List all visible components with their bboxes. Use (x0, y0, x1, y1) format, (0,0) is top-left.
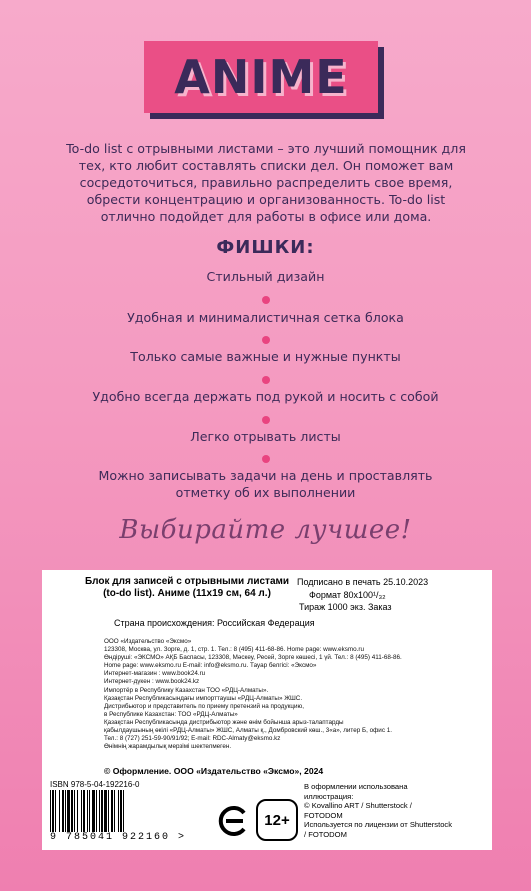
features-heading: ФИШКИ: (216, 237, 315, 258)
detail-line: Дистрибьютор и представитель по приему претензий на продукцию, (104, 702, 304, 710)
detail-line: в Республике Казахстан: ТОО «РДЦ-Алматы» (104, 710, 238, 718)
signed-date: Подписано в печать 25.10.2023 (297, 577, 429, 587)
detail-line: Тел.: 8 (727) 251-59-90/91/92; E-mail: RDC-Almaty@eksmo.kz (104, 735, 281, 743)
print-run: Тираж 1000 экз. Заказ (299, 602, 392, 612)
credit-line: © Kovallino ART / Shutterstock / (304, 801, 412, 811)
detail-line: Импортёр в Республику Казахстан ТОО «РДЦ-Алматы». (104, 686, 269, 694)
age-rating-badge: 12+ (256, 799, 298, 841)
barcode-digits: 9 785041 922160 > (50, 832, 187, 843)
detail-line: Қазақстан Республикасындағы импорттаушы «РДЦ-Алматы» ЖШС. (104, 694, 303, 702)
credit-line: / FOTODOM (304, 829, 347, 839)
illustration-credits (304, 782, 484, 840)
credit-line: иллюстрация: (304, 791, 354, 801)
intro-text: To-do list с отрывными листами – это лучший помощник для тех, кто любит составлять списки дел. Он поможет вам сосредоточиться, правильно распределить свое время, обрести концентрацию и организованность. To-do list отлично подойдет для работы в офисе или дома. (66, 141, 466, 224)
bullet-dot (262, 455, 270, 463)
bullet-dot (262, 376, 270, 384)
detail-line: Интернет-дүкен : www.book24.kz (104, 678, 200, 686)
credit-line: FOTODOM (304, 810, 343, 820)
feature-item: Удобно всегда держать под рукой и носить с собой (92, 389, 439, 404)
title-banner (144, 41, 378, 113)
page-title: ANIME (174, 50, 348, 104)
bullet-dot (262, 416, 270, 424)
format: Формат 80x100¹/₃₂ (309, 589, 386, 600)
feature-item: Удобная и минималистичная сетка блока (127, 310, 404, 325)
slogan: Выбирайте лучшее! (119, 515, 412, 545)
imprint-panel (42, 570, 492, 850)
copyright: © Оформление. ООО «Издательство «Эксмо», 2024 (104, 766, 324, 776)
eksmo-logo-icon (217, 804, 251, 838)
detail-line: Өндіруші: «ЭКСМО» АҚБ Баспасы, 123308, Мәскеу, Ресей, Зорге көшесі, 1 үй. Тел.: 8 (495) 411-68-86. (104, 654, 402, 662)
detail-line: Home page: www.eksmo.ru E-mail: info@eksmo.ru. Тауар белгісі: «Эксмо» (104, 662, 317, 670)
feature-item: Легко отрывать листы (190, 429, 341, 444)
country-of-origin: Страна происхождения: Российская Федерация (114, 618, 315, 628)
detail-line: Интернет-магазин : www.book24.ru (104, 670, 206, 678)
product-title: Блок для записей с отрывными листами (to-do list). Аниме (11x19 см, 64 л.) (84, 576, 290, 599)
credit-line: В оформлении использована (304, 782, 408, 791)
detail-line: қабылдаушының өкілі «РДЦ-Алматы» ЖШС, Алматы қ., Домбровский көш., 3«а», литер Б, офис 1. (104, 727, 392, 735)
bullet-dot (262, 336, 270, 344)
detail-line: Қазақстан Республикасында дистрибьютор және өнім бойынша арыз-талаптарды (104, 718, 344, 726)
detail-line: Өнімнің жарамдылық мерзімі шектелмеген. (104, 743, 232, 751)
barcode (50, 790, 230, 832)
isbn: ISBN 978-5-04-192216-0 (50, 780, 140, 789)
bullet-dot (262, 296, 270, 304)
detail-line: ООО «Издательство «Эксмо» (104, 638, 192, 645)
detail-line: 123308, Москва, ул. Зорге, д. 1, стр. 1. Тел.: 8 (495) 411-68-86. Home page: www.eksmo.ru (104, 646, 365, 654)
feature-item: Стильный дизайн (206, 269, 325, 284)
feature-item: Только самые важные и нужные пункты (130, 349, 401, 364)
barcode-bar (124, 790, 126, 832)
print-details (297, 576, 487, 614)
feature-item: Можно записывать задачи на день и проставлять отметку об их выполнении (98, 468, 433, 500)
credit-line: Используется по лицензии от Shutterstock (304, 820, 453, 830)
publisher-details (104, 638, 484, 751)
